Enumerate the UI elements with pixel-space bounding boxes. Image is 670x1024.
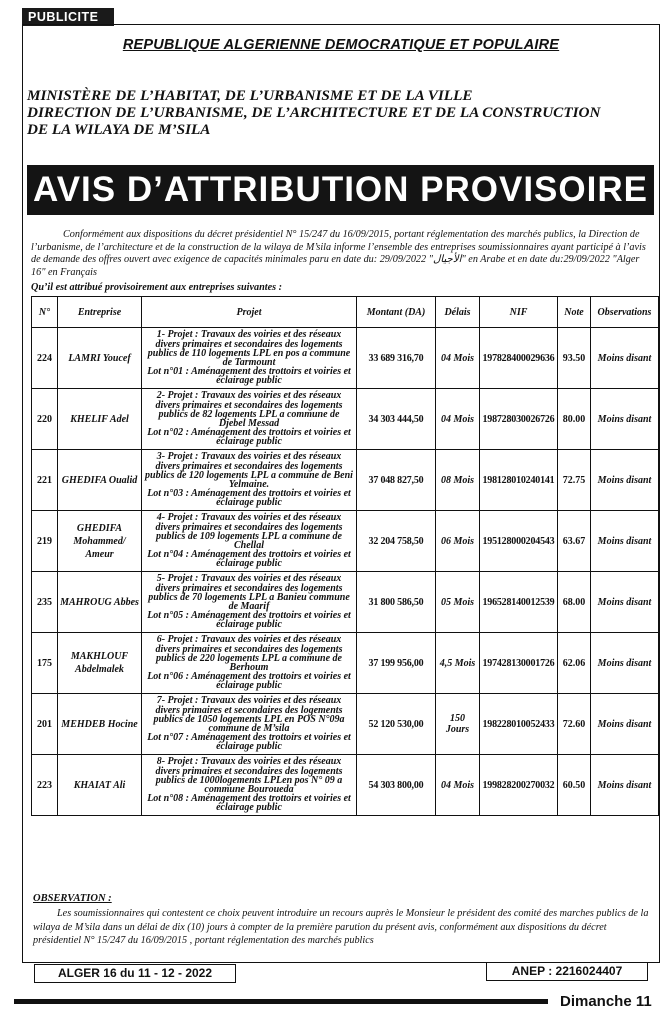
- cell-nif: 198128010240141: [480, 450, 558, 511]
- cell-delais: 04 Mois: [436, 755, 480, 816]
- col-header-montant: Montant (DA): [357, 297, 436, 328]
- cell-note: 72.60: [558, 694, 591, 755]
- cell-note: 72.75: [558, 450, 591, 511]
- observation-text: Les soumissionnaires qui contestent ce choix peuvent introduire un recours auprès le Monsieur le président des comité des marches publics de la wilaya de M’sila dans un délai de dix (10) jours à compter de la première parution du présent avis, conformément aux dispositions du décret présidentiel N° 15/247 du 16/09/2015 , portant réglementation des marchés publics: [33, 908, 649, 946]
- cell-note: 60.50: [558, 755, 591, 816]
- cell-delais: 06 Mois: [436, 511, 480, 572]
- cell-observation: Moins disant: [591, 694, 659, 755]
- footer-rule: [14, 999, 548, 1004]
- cell-montant: 37 048 827,50: [357, 450, 436, 511]
- col-header-projet: Projet: [142, 297, 357, 328]
- table-row: [32, 572, 659, 633]
- cell-entreprise: GHEDIFA Oualid: [58, 450, 142, 511]
- cell-montant: 33 689 316,70: [357, 328, 436, 389]
- cell-no: 175: [32, 633, 58, 694]
- cell-no: 235: [32, 572, 58, 633]
- cell-projet: 4- Projet : Travaux des voiries et des réseaux divers primaires et secondaires des logements publics de 109 logements LPL a commune de Chellal Lot n°04 : Aménagement des trottoirs et voiries et éclairage public: [142, 511, 357, 572]
- cell-no: 224: [32, 328, 58, 389]
- col-header-note: Note: [558, 297, 591, 328]
- cell-nif: 195128000204543: [480, 511, 558, 572]
- table-row: [32, 694, 659, 755]
- cell-projet: 8- Projet : Travaux des voiries et des réseaux divers primaires et secondaires des logements publics de 1000logements LPLen pos N° 09 a commune Bouroueda Lot n°08 : Aménagement des trottoirs et voiries et éclairage public: [142, 755, 357, 816]
- cell-delais: 04 Mois: [436, 389, 480, 450]
- notice-title-banner: AVIS D’ATTRIBUTION PROVISOIRE: [27, 165, 654, 215]
- cell-entreprise: MEHDEB Hocine: [58, 694, 142, 755]
- cell-nif: 197428130001726: [480, 633, 558, 694]
- cell-nif: 198728030026726: [480, 389, 558, 450]
- edition-box: ALGER 16 du 11 - 12 - 2022: [34, 964, 236, 983]
- anep-box: ANEP : 2216024407: [486, 962, 648, 981]
- intro-subline: Qu’il est attribué provisoirement aux entreprises suivantes :: [31, 282, 283, 293]
- ministry-line-3: DE LA WILAYA DE M’SILA: [27, 121, 211, 138]
- cell-note: 80.00: [558, 389, 591, 450]
- cell-note: 93.50: [558, 328, 591, 389]
- cell-entreprise: LAMRI Youcef: [58, 328, 142, 389]
- cell-nif: 199828200270032: [480, 755, 558, 816]
- cell-projet: 5- Projet : Travaux des voiries et des réseaux divers primaires et secondaires des logements publics de 70 logements LPL a Banieu commune de Maarif Lot n°05 : Aménagement des trottoirs et voiries et éclairage public: [142, 572, 357, 633]
- table-header-row: [32, 297, 659, 328]
- ministry-block: [27, 87, 657, 138]
- col-header-entreprise: Entreprise: [58, 297, 142, 328]
- cell-delais: 4,5 Mois: [436, 633, 480, 694]
- republic-heading: REPUBLIQUE ALGERIENNE DEMOCRATIQUE ET POPULAIRE: [122, 37, 560, 53]
- publicite-tag: PUBLICITE: [22, 8, 114, 26]
- cell-montant: 32 204 758,50: [357, 511, 436, 572]
- cell-observation: Moins disant: [591, 755, 659, 816]
- cell-projet: 3- Projet : Travaux des voiries et des réseaux divers primaires et secondaires des logements publics de 120 logements LPL a commune de Beni Yelmaine. Lot n°03 : Aménagement des trottoirs et voiries et éclairage public: [142, 450, 357, 511]
- ministry-line-1: MINISTÈRE DE L’HABITAT, DE L’URBANISME ET DE LA VILLE: [27, 87, 473, 104]
- cell-delais: 150 Jours: [436, 694, 480, 755]
- cell-projet: 7- Projet : Travaux des voiries et des réseaux divers primaires et secondaires des logements publics de 1050 logements LPL en POS N°09a commune de M’sila Lot n°07 : Aménagement des trottoirs et voiries et éclairage public: [142, 694, 357, 755]
- cell-observation: Moins disant: [591, 328, 659, 389]
- cell-observation: Moins disant: [591, 450, 659, 511]
- cell-nif: 197828400029636: [480, 328, 558, 389]
- cell-nif: 196528140012539: [480, 572, 558, 633]
- cell-delais: 08 Mois: [436, 450, 480, 511]
- col-header-delais: Délais: [436, 297, 480, 328]
- ministry-line-2: DIRECTION DE L’URBANISME, DE L’ARCHITECTURE ET DE LA CONSTRUCTION: [27, 104, 601, 121]
- cell-montant: 31 800 586,50: [357, 572, 436, 633]
- cell-note: 68.00: [558, 572, 591, 633]
- cell-observation: Moins disant: [591, 633, 659, 694]
- cell-no: 223: [32, 755, 58, 816]
- table-row: [32, 450, 659, 511]
- cell-observation: Moins disant: [591, 572, 659, 633]
- intro-paragraph: Conformément aux dispositions du décret présidentiel N° 15/247 du 16/09/2015, portant réglementation des marchés publics, la Direction de l’urbanisme, de l’architecture et de la construction de la wilaya de M’sila informe l’ensemble des entreprises soumissionnaires ayant participé à l’avis de demande des offres ouvert avec exigence de capacités minimales paru en date du: 29/09/2022 "الأجيال" en Arabe et en date du:29/09/2022 "Alger 16" en Français: [31, 229, 646, 278]
- observation-title: OBSERVATION :: [33, 893, 112, 904]
- cell-projet: 1- Projet : Travaux des voiries et des réseaux divers primaires et secondaires des logements publics de 110 logements LPL en pos a commune de Tarmount Lot n°01 : Aménagement des trottoirs et voiries et éclairage public: [142, 328, 357, 389]
- cell-nif: 198228010052433: [480, 694, 558, 755]
- cell-no: 220: [32, 389, 58, 450]
- cell-no: 201: [32, 694, 58, 755]
- cell-projet: 6- Projet : Travaux des voiries et des réseaux divers primaires et secondaires des logements publics de 220 logements LPL a commune de Berhoum Lot n°06 : Aménagement des trottoirs et voiries et éclairage public: [142, 633, 357, 694]
- col-header-observations: Observations: [591, 297, 659, 328]
- col-header-nif: NIF: [480, 297, 558, 328]
- cell-observation: Moins disant: [591, 389, 659, 450]
- table-row: [32, 755, 659, 816]
- table-row: [32, 511, 659, 572]
- table-row: [32, 389, 659, 450]
- page-day-label: Dimanche 11: [560, 993, 652, 1010]
- table-row: [32, 328, 659, 389]
- cell-entreprise: MAHROUG Abbes: [58, 572, 142, 633]
- cell-delais: 04 Mois: [436, 328, 480, 389]
- cell-no: 221: [32, 450, 58, 511]
- cell-note: 62.06: [558, 633, 591, 694]
- cell-note: 63.67: [558, 511, 591, 572]
- cell-entreprise: MAKHLOUF Abdelmalek: [58, 633, 142, 694]
- cell-montant: 52 120 530,00: [357, 694, 436, 755]
- cell-entreprise: GHEDIFA Mohammed/ Ameur: [58, 511, 142, 572]
- col-header-no: N°: [32, 297, 58, 328]
- attribution-table: [31, 296, 659, 816]
- cell-delais: 05 Mois: [436, 572, 480, 633]
- cell-entreprise: KHELIF Adel: [58, 389, 142, 450]
- cell-entreprise: KHAIAT Ali: [58, 755, 142, 816]
- cell-montant: 54 303 800,00: [357, 755, 436, 816]
- cell-montant: 37 199 956,00: [357, 633, 436, 694]
- cell-no: 219: [32, 511, 58, 572]
- cell-observation: Moins disant: [591, 511, 659, 572]
- cell-projet: 2- Projet : Travaux des voiries et des réseaux divers primaires et secondaires des logements publics de 82 logements LPL a commune de Djebel Messad Lot n°02 : Aménagement des trottoirs et voiries et éclairage public: [142, 389, 357, 450]
- notice-frame: [22, 24, 660, 963]
- cell-montant: 34 303 444,50: [357, 389, 436, 450]
- table-row: [32, 633, 659, 694]
